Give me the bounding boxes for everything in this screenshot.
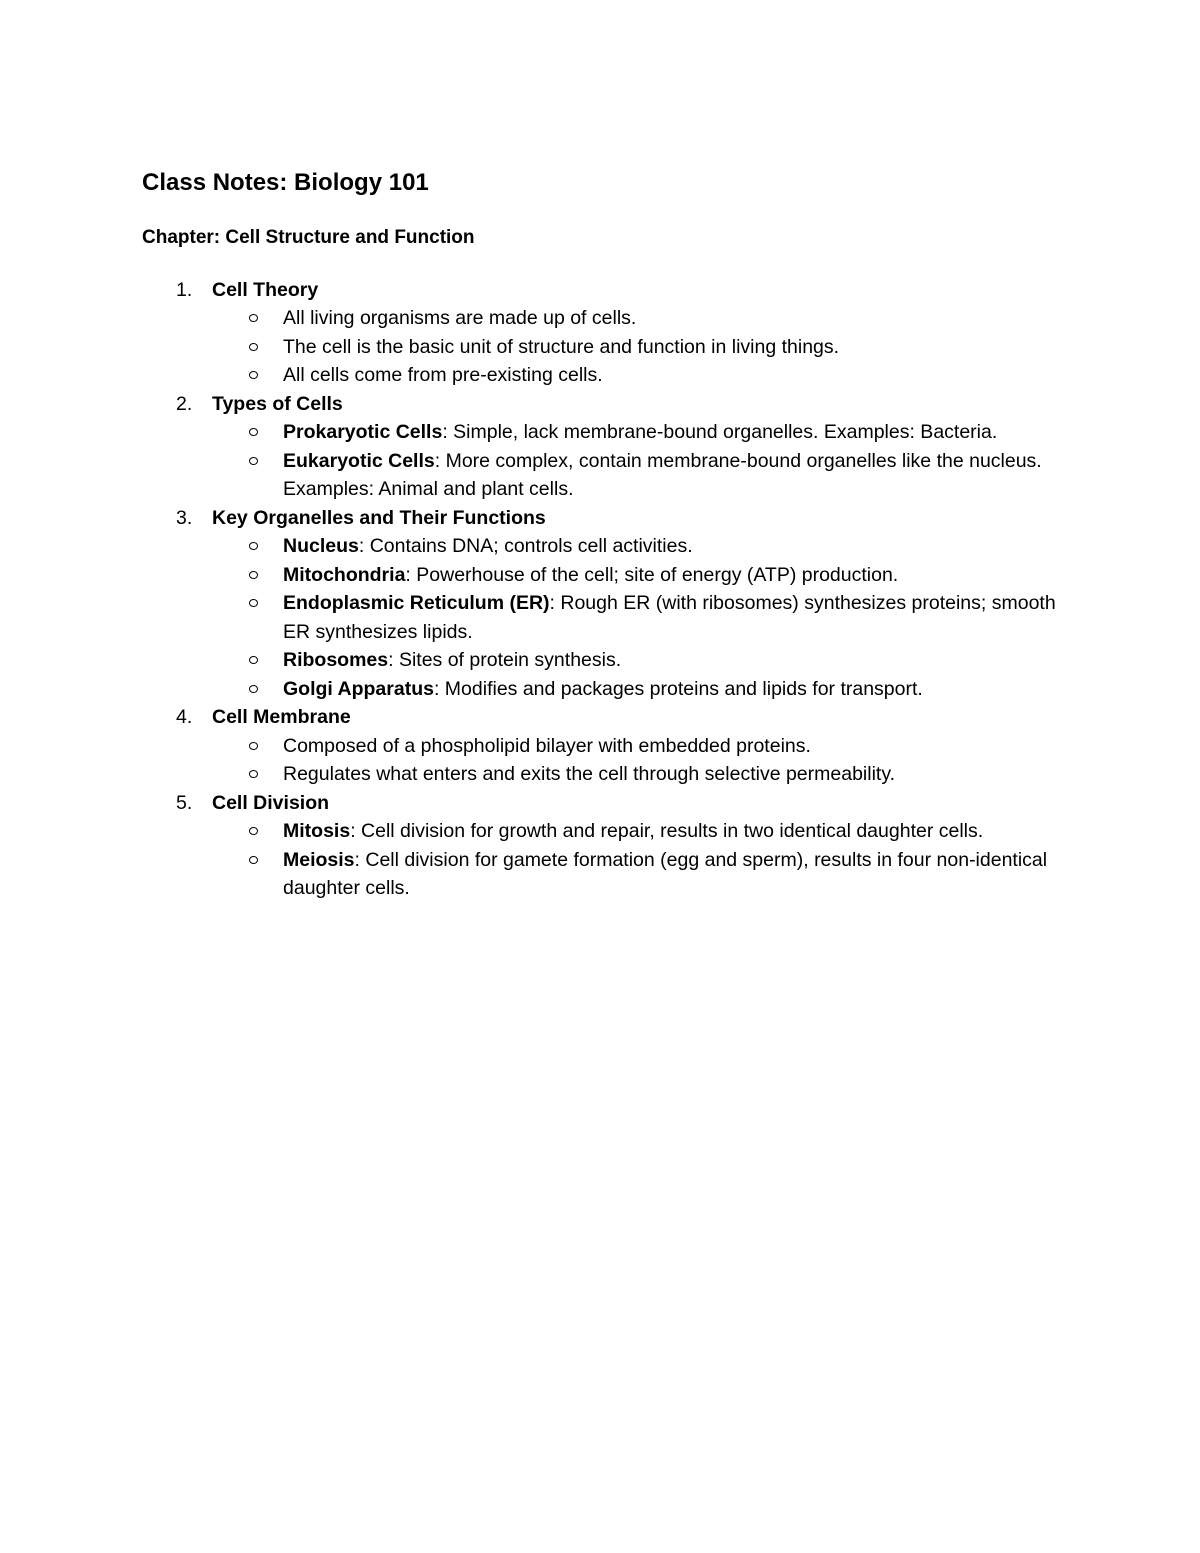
list-item — [142, 732, 1082, 761]
item-term: Prokaryotic Cells — [283, 421, 443, 443]
item-text: : Cell division for gamete formation (egg and sperm), results in four non-identical daughter cells. — [283, 848, 1048, 899]
hollow-circle-bullet-icon — [249, 571, 258, 579]
list-item — [142, 361, 1082, 390]
chapter-heading: Chapter: Cell Structure and Function — [142, 227, 475, 248]
hollow-circle-bullet-icon — [249, 742, 258, 750]
section-items — [142, 732, 1082, 789]
item-term: Eukaryotic Cells — [283, 449, 435, 472]
list-item — [142, 646, 1082, 675]
section-title: Cell Theory — [212, 278, 319, 301]
section-number: 2. — [176, 392, 193, 415]
item-text: The cell is the basic unit of structure and function in living things. — [283, 335, 840, 358]
list-item — [142, 561, 1082, 590]
item-text: : Rough ER (with ribosomes) synthesizes proteins; smooth ER synthesizes lipids. — [283, 592, 1056, 643]
item-text: : Sites of protein synthesis. — [388, 649, 622, 671]
item-text: : More complex, contain membrane-bound organelles like the nucleus. Examples: Animal and plant cells. — [283, 449, 1042, 500]
section-number: 4. — [176, 706, 193, 728]
document-title: Class Notes: Biology 101 — [142, 169, 429, 196]
item-term: Meiosis — [283, 848, 355, 871]
section-cell-theory — [142, 276, 1082, 390]
hollow-circle-bullet-icon — [249, 656, 258, 664]
list-item — [142, 532, 1082, 561]
hollow-circle-bullet-icon — [249, 856, 258, 864]
hollow-circle-bullet-icon — [249, 457, 258, 465]
item-text: : Modifies and packages proteins and lipids for transport. — [433, 677, 923, 700]
item-text: : Cell division for growth and repair, results in two identical daughter cells. — [350, 820, 984, 842]
list-item — [142, 846, 1082, 903]
item-text: : Simple, lack membrane-bound organelles. Examples: Bacteria. — [442, 421, 998, 443]
hollow-circle-bullet-icon — [249, 314, 258, 322]
section-items — [142, 817, 1082, 903]
hollow-circle-bullet-icon — [249, 343, 258, 351]
hollow-circle-bullet-icon — [249, 685, 258, 693]
item-text: All cells come from pre-existing cells. — [283, 364, 603, 386]
list-item — [142, 333, 1082, 362]
item-text: : Contains DNA; controls cell activities. — [358, 535, 693, 557]
section-number: 3. — [176, 506, 193, 529]
item-term: Nucleus — [283, 535, 359, 557]
section-title: Key Organelles and Their Functions — [212, 506, 546, 529]
list-item — [142, 447, 1082, 504]
section-cell-membrane — [142, 703, 1082, 789]
section-items — [142, 418, 1082, 504]
hollow-circle-bullet-icon — [249, 428, 258, 436]
document-body — [142, 168, 1082, 903]
hollow-circle-bullet-icon — [249, 371, 258, 379]
item-term: Golgi Apparatus — [283, 677, 434, 700]
item-text: All living organisms are made up of cells. — [283, 307, 637, 329]
item-term: Ribosomes — [283, 649, 389, 671]
section-title: Cell Membrane — [212, 706, 351, 728]
list-item — [142, 418, 1082, 447]
hollow-circle-bullet-icon — [249, 599, 258, 607]
section-title: Types of Cells — [212, 392, 343, 415]
list-item — [142, 589, 1082, 646]
item-text: : Powerhouse of the cell; site of energy (ATP) production. — [405, 563, 899, 586]
list-item — [142, 760, 1082, 789]
hollow-circle-bullet-icon — [249, 827, 258, 835]
item-text: Regulates what enters and exits the cell through selective permeability. — [283, 763, 896, 785]
item-term: Endoplasmic Reticulum (ER) — [283, 592, 550, 614]
list-item — [142, 817, 1082, 846]
item-term: Mitosis — [283, 820, 351, 842]
section-types-of-cells — [142, 390, 1082, 504]
list-item — [142, 675, 1082, 704]
section-cell-division — [142, 789, 1082, 903]
section-key-organelles — [142, 504, 1082, 704]
item-text: Composed of a phospholipid bilayer with embedded proteins. — [283, 734, 811, 757]
section-title: Cell Division — [212, 791, 330, 814]
section-items — [142, 532, 1082, 703]
item-term: Mitochondria — [283, 563, 406, 586]
hollow-circle-bullet-icon — [249, 770, 258, 778]
section-items — [142, 304, 1082, 390]
sections-list — [142, 276, 1082, 903]
list-item — [142, 304, 1082, 333]
hollow-circle-bullet-icon — [249, 542, 258, 550]
section-number: 5. — [176, 791, 193, 814]
section-number: 1. — [176, 278, 193, 301]
